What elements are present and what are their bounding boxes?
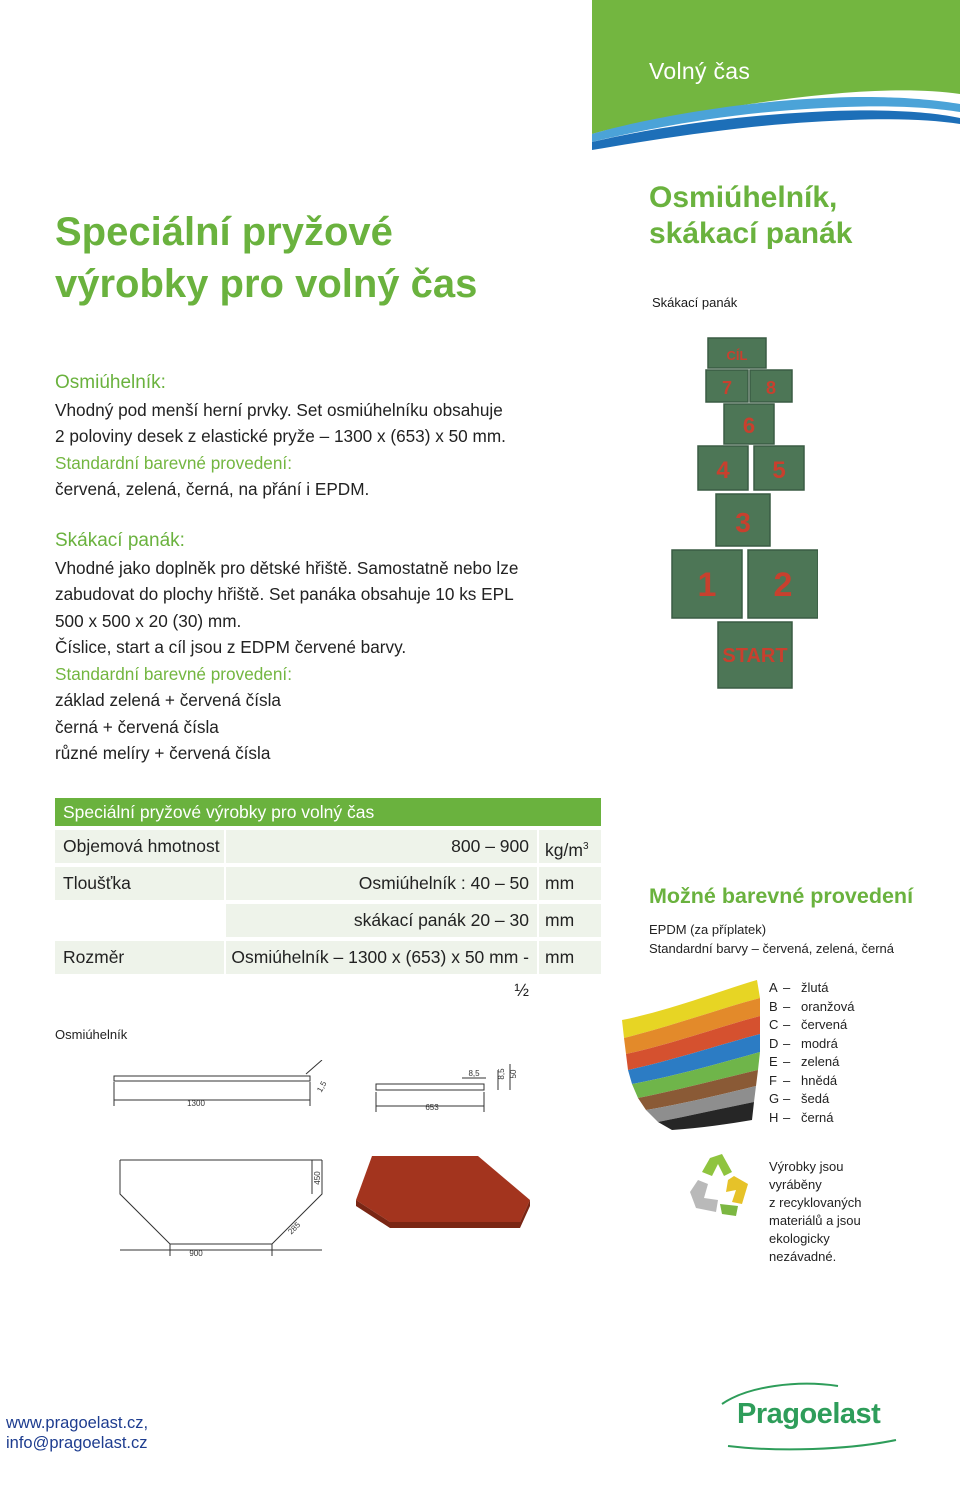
dim-1-5: 1,5: [315, 1079, 329, 1094]
table-row: [55, 867, 601, 900]
color-name: šedá: [801, 1091, 830, 1106]
osmiuhelnik-description: [55, 370, 595, 503]
skakaci-line2: zabudovat do plochy hřiště. Set panáka obsahuje 10 ks EPL: [55, 584, 514, 604]
spec-label: Rozměr: [55, 941, 224, 974]
spec-table: [55, 798, 601, 1000]
osmiuhelnik-line1: Vhodný pod menší herní prvky. Set osmiúhelníku obsahuje: [55, 399, 503, 420]
hopscotch-tile-6: 6: [742, 413, 756, 438]
color-dash: –: [783, 1035, 791, 1051]
spec-value: skákací panák 20 – 30: [226, 904, 537, 937]
color-dash: –: [783, 1091, 791, 1106]
dim-450: 450: [313, 1171, 322, 1185]
dim-653: 653: [425, 1103, 439, 1112]
list-item: [769, 998, 854, 1017]
page-title-line1: Speciální pryžové: [55, 210, 393, 254]
color-name: modrá: [801, 1035, 838, 1051]
skakaci-line4: Číslice, start a cíl jsou z EDPM červené barvy.: [55, 637, 407, 657]
email-link[interactable]: info@pragoelast.cz: [6, 1434, 148, 1452]
skakaci-line3: 500 x 500 x 20 (30) mm.: [55, 610, 242, 631]
hopscotch-image: [668, 332, 818, 692]
colors-note-standard: Standardní barvy – červená, zelená, černá: [649, 941, 894, 956]
spec-unit: [539, 830, 601, 863]
hopscotch-tile-4: 4: [716, 457, 730, 484]
dim-285: 285: [286, 1220, 303, 1237]
spec-unit-sup: 3: [582, 841, 589, 852]
color-name: zelená: [801, 1054, 840, 1069]
dim-8-5-a: 8,5: [468, 1069, 480, 1078]
color-letter: A: [769, 980, 778, 995]
skakaci-color1: základ zelená + červená čísla: [55, 690, 281, 710]
color-letter: H: [769, 1109, 779, 1125]
hopscotch-tile-7: 7: [721, 378, 733, 398]
hopscotch-tile-5: 5: [772, 457, 786, 484]
skakaci-line1: Vhodné jako doplněk pro dětské hřiště. Samostatně nebo lze: [55, 557, 519, 578]
page-title-line2: výrobky pro volný čas: [55, 262, 478, 306]
recycle-line5: ekologicky: [769, 1231, 830, 1246]
hopscotch-start-label: START: [722, 645, 788, 667]
hopscotch-finish-label: CÍL: [726, 348, 748, 363]
color-dash: –: [783, 1054, 791, 1069]
color-letter: F: [769, 1072, 777, 1088]
table-row: [55, 904, 601, 937]
recycle-line1: Výrobky jsou: [769, 1159, 844, 1174]
hopscotch-tile-8: 8: [765, 378, 777, 398]
website-link[interactable]: www.pragoelast.cz,: [6, 1414, 149, 1432]
product-title-line1: Osmiúhelník,: [649, 181, 838, 214]
hopscotch-tile-1: 1: [697, 566, 717, 604]
dim-8-5-b: 8,5: [497, 1068, 506, 1080]
spec-label: Tloušťka: [55, 867, 224, 900]
dim-900: 900: [189, 1249, 203, 1258]
osmiuhelnik-colors: červená, zelená, černá, na přání i EPDM.: [55, 479, 370, 499]
color-letter: E: [769, 1054, 778, 1069]
table-row: [55, 941, 601, 1000]
recycle-line4: materiálů a jsou: [769, 1213, 861, 1228]
skakaci-description: [55, 528, 595, 767]
dim-1300: 1300: [187, 1099, 205, 1108]
recycle-line3: z recyklovaných: [769, 1195, 862, 1210]
header-banner: [592, 0, 960, 150]
list-item: [769, 1090, 854, 1109]
color-name: oranžová: [801, 998, 855, 1014]
drawing-label: Osmiúhelník: [55, 1027, 128, 1042]
colors-note-epdm: EPDM (za příplatek): [649, 922, 767, 937]
product-image-caption: Skákací panák: [652, 295, 738, 310]
spec-label: Objemová hmotnost: [55, 830, 224, 863]
spec-value: 800 – 900: [226, 830, 537, 863]
color-name: černá: [801, 1109, 834, 1125]
granule-swatch-image: [612, 980, 762, 1130]
recycle-icon: [688, 1150, 754, 1220]
color-name: červená: [801, 1017, 848, 1032]
color-name: žlutá: [801, 980, 829, 995]
color-list: [769, 979, 854, 1127]
colors-heading: Možné barevné provedení: [649, 884, 914, 908]
color-letter: B: [769, 998, 778, 1014]
list-item: [769, 1016, 854, 1035]
list-item: [769, 1072, 854, 1091]
spec-unit: mm: [539, 867, 601, 900]
list-item: [769, 979, 854, 998]
recycle-line2: vyráběny: [769, 1177, 822, 1192]
table-row: [55, 830, 601, 863]
dim-50: 50: [509, 1069, 518, 1079]
color-dash: –: [783, 1109, 791, 1125]
list-item: [769, 1053, 854, 1072]
spec-value: Osmiúhelník : 40 – 50: [226, 867, 537, 900]
spec-value: Osmiúhelník – 1300 x (653) x 50 mm - ½: [226, 941, 537, 974]
recycle-line6: nezávadné.: [769, 1249, 837, 1264]
color-letter: G: [769, 1091, 780, 1106]
hopscotch-tile-2: 2: [773, 566, 793, 604]
contact-info: [6, 1413, 148, 1453]
color-dash: –: [783, 1072, 791, 1088]
list-item: [769, 1035, 854, 1054]
spec-unit: mm: [539, 941, 601, 974]
spec-unit: mm: [539, 904, 601, 937]
spec-unit-text: kg/m: [545, 840, 583, 860]
colors-note: [649, 920, 894, 958]
skakaci-color2: černá + červená čísla: [55, 716, 219, 737]
osmiuhelnik-line2: 2 poloviny desek z elastické pryže – 1300 x (653) x 50 mm.: [55, 426, 506, 446]
product-title-line2: skákací panák: [649, 217, 853, 250]
color-name: hnědá: [801, 1072, 838, 1088]
skakaci-colors-heading: Standardní barevné provedení:: [55, 663, 292, 684]
page-title: [55, 206, 477, 310]
osmiuhelnik-heading: Osmiúhelník:: [55, 372, 166, 393]
product-title: [649, 180, 852, 252]
skakaci-color3: různé melíry + červená čísla: [55, 743, 271, 763]
logo-text: Pragoelast: [737, 1398, 881, 1430]
hopscotch-tile-3: 3: [735, 507, 751, 538]
color-dash: –: [783, 980, 791, 995]
skakaci-heading: Skákací panák:: [55, 530, 185, 551]
technical-drawings: [110, 1060, 530, 1270]
color-dash: –: [783, 998, 791, 1014]
osmiuhelnik-colors-heading: Standardní barevné provedení:: [55, 452, 292, 473]
color-letter: C: [769, 1017, 779, 1032]
spec-table-heading: Speciální pryžové výrobky pro volný čas: [55, 798, 601, 826]
recycle-text: [769, 1158, 899, 1266]
spec-label: [55, 904, 224, 937]
list-item: [769, 1109, 854, 1128]
color-letter: D: [769, 1035, 779, 1051]
color-dash: –: [783, 1017, 791, 1032]
header-title: Volný čas: [649, 58, 751, 84]
